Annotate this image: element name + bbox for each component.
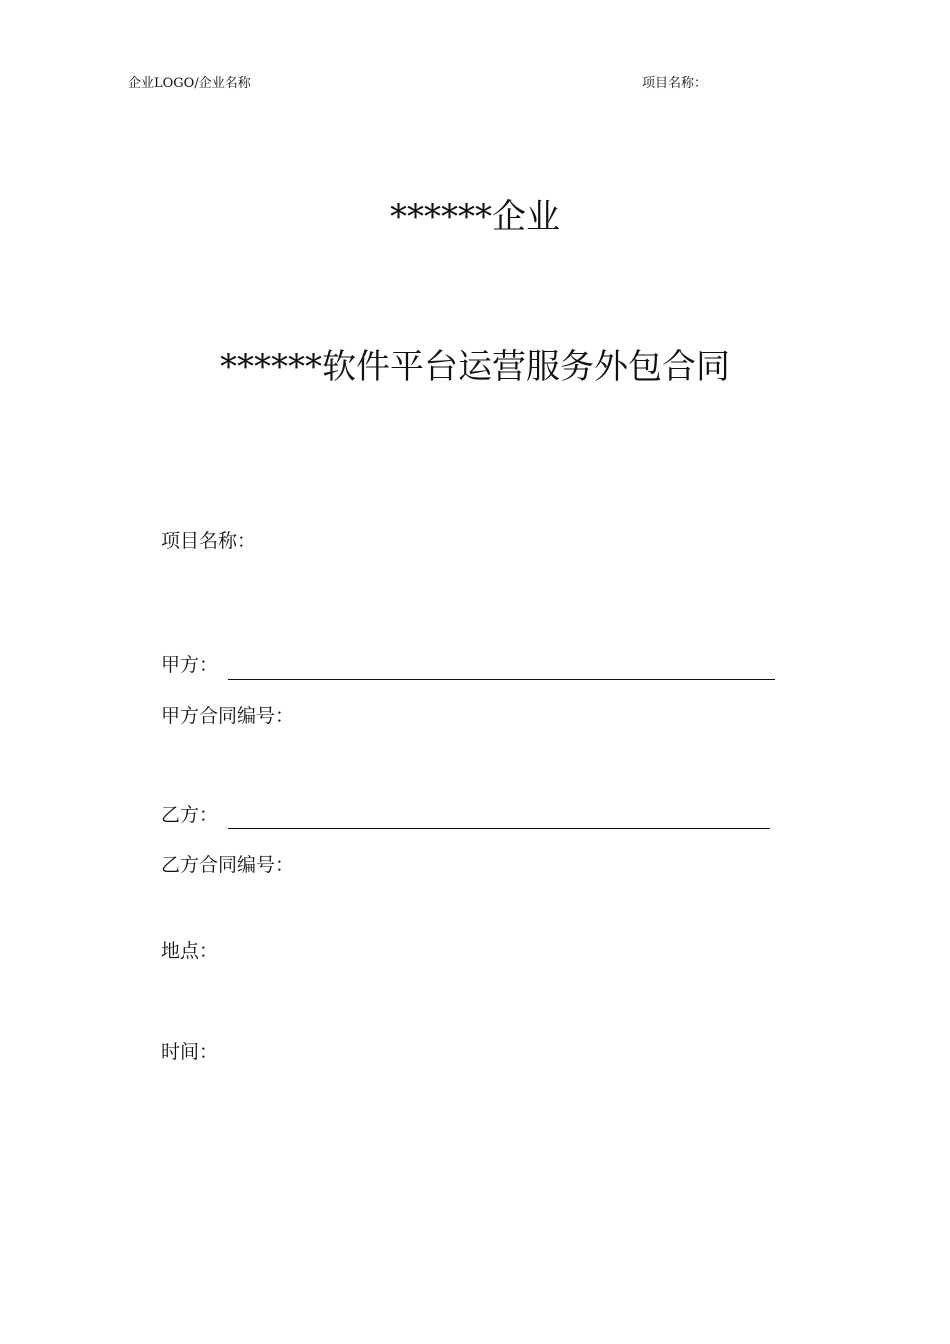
party-a-contract-number-label: 甲方合同编号： <box>161 705 295 727</box>
party-b-label: 乙方： <box>161 804 219 826</box>
location-label: 地点： <box>161 940 219 962</box>
page-header <box>0 72 950 92</box>
party-b-underline <box>228 828 770 829</box>
contract-title: ******软件平台运营服务外包合同 <box>220 347 730 387</box>
header-project-name-label: 项目名称： <box>642 76 708 91</box>
time-label: 时间： <box>161 1041 219 1063</box>
header-company-logo-name: 企业LOGO/企业名称 <box>128 76 251 91</box>
party-b-contract-number-label: 乙方合同编号： <box>161 854 295 876</box>
party-a-underline <box>228 679 775 680</box>
project-name-label: 项目名称： <box>161 530 257 552</box>
company-name-title: ******企业 <box>390 197 560 237</box>
party-a-label: 甲方： <box>161 654 219 676</box>
